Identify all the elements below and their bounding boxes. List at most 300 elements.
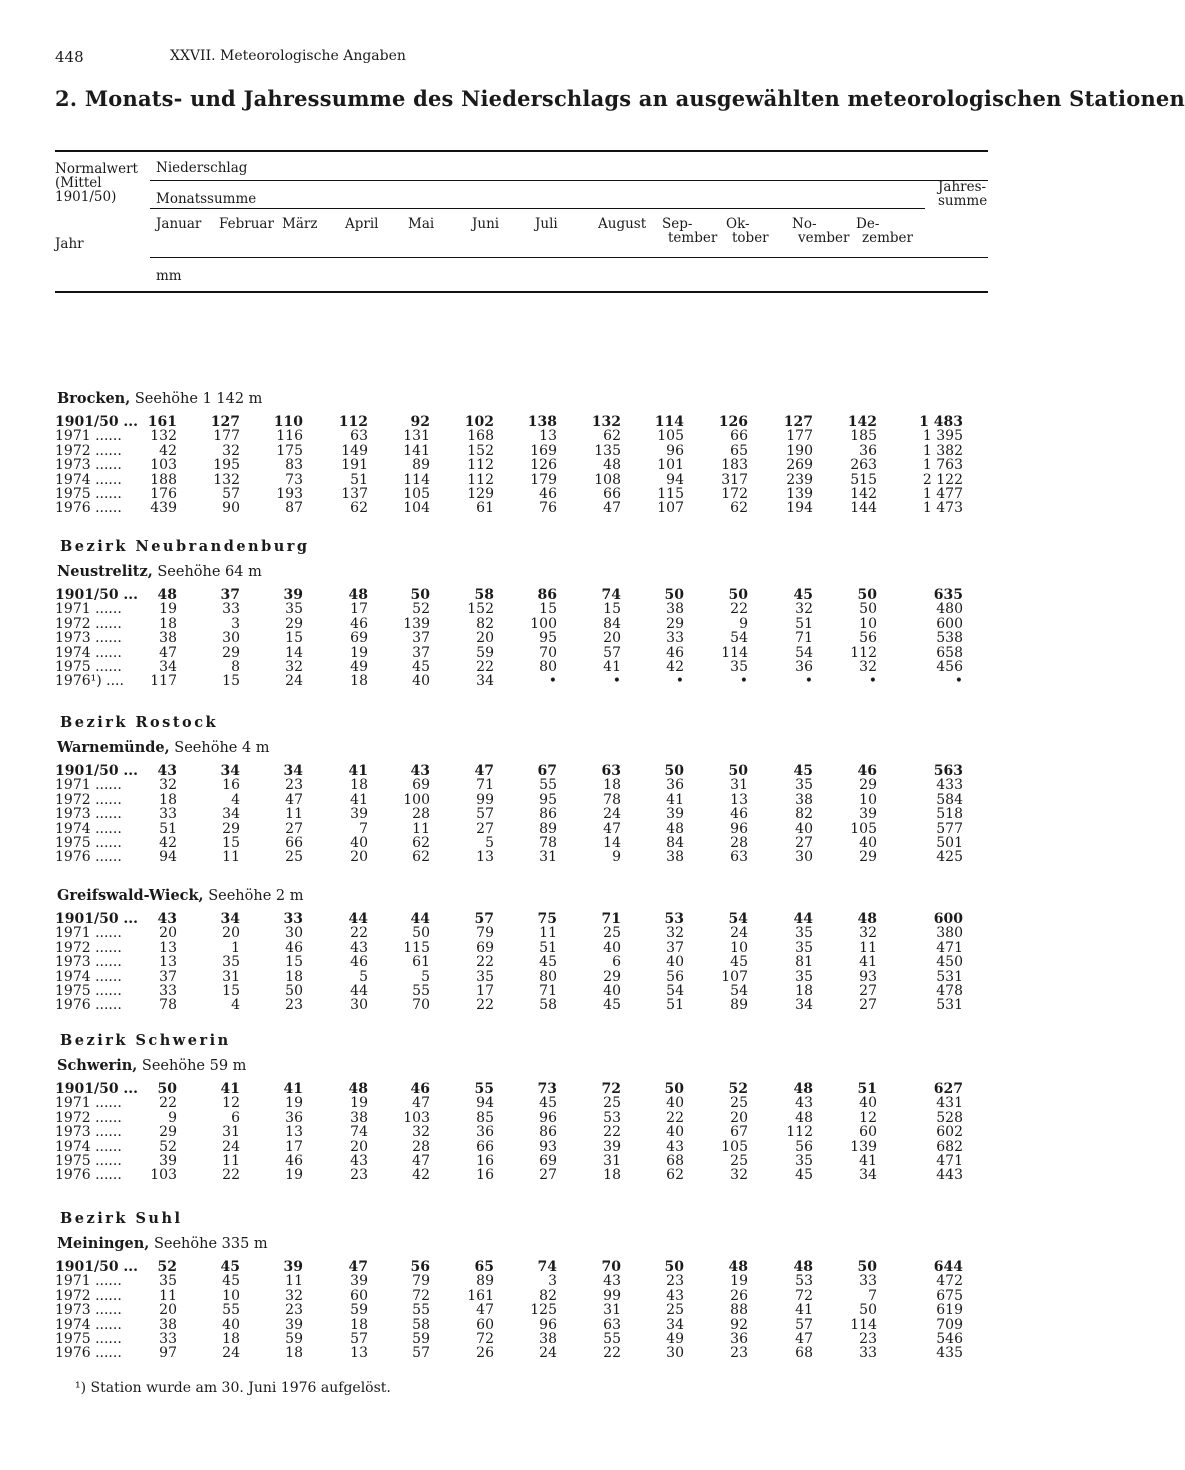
monthly-value-cell: 63	[730, 849, 748, 866]
table-row	[0, 674, 1024, 689]
table-row	[0, 1303, 1024, 1318]
monthly-value-cell: 51	[539, 939, 557, 956]
monthly-value-cell: 38	[159, 630, 177, 647]
monthly-value-cell: 38	[350, 1109, 368, 1126]
monthly-value-cell: 60	[859, 1124, 877, 1141]
monthly-value-cell: 48	[666, 820, 684, 837]
monthly-value-cell: 110	[273, 414, 303, 430]
monthly-value-cell: 84	[603, 615, 621, 632]
monthly-value-cell: 40	[666, 954, 684, 971]
monthly-value-cell: 103	[150, 457, 177, 474]
monthly-value-cell: 45	[793, 763, 813, 779]
monthly-value-cell: 33	[159, 1331, 177, 1347]
monthly-value-cell: 129	[467, 486, 494, 502]
monthly-value-cell: 58	[474, 587, 494, 603]
monthly-value-cell: 22	[476, 997, 494, 1014]
monthly-value-cell: 20	[159, 1302, 177, 1319]
monthly-value-cell: 47	[603, 820, 621, 837]
monthly-value-cell: 62	[350, 500, 368, 517]
monthly-value-cell: 25	[603, 925, 621, 942]
monthly-value-cell: 23	[350, 1167, 368, 1184]
monthly-value-cell: 11	[222, 1153, 240, 1169]
monthly-value-cell: •	[804, 673, 813, 690]
monthly-value-cell: 149	[341, 442, 368, 459]
monthly-value-cell: 57	[476, 806, 494, 823]
station-elevation: Seehöhe 1 142 m	[134, 391, 263, 407]
year-label: 1974 ......	[55, 1138, 122, 1155]
monthly-value-cell: 39	[603, 1138, 621, 1155]
monthly-value-cell: 42	[159, 442, 177, 459]
niederschlag-label: Niederschlag	[156, 160, 248, 176]
monthly-value-cell: 16	[476, 1153, 494, 1169]
monthly-value-cell: 439	[150, 500, 177, 517]
monthly-value-cell: 112	[786, 1124, 813, 1141]
monthly-value-cell: 139	[403, 615, 430, 632]
monthly-value-cell: 18	[222, 1331, 240, 1347]
year-label: 1975 ......	[55, 835, 122, 851]
monthly-value-cell: 41	[795, 1302, 813, 1319]
monthly-value-cell: 12	[859, 1109, 877, 1126]
annual-total-cell: 577	[936, 820, 963, 837]
monthly-value-cell: 19	[730, 1273, 748, 1290]
year-label: 1972 ......	[55, 1109, 122, 1126]
monthly-value-cell: 78	[159, 997, 177, 1014]
annual-total-cell: 584	[936, 791, 963, 808]
monthly-value-cell: 62	[666, 1167, 684, 1184]
monthly-value-cell: 65	[474, 1259, 494, 1275]
station-title: Meiningen,	[57, 1235, 150, 1252]
monthly-value-cell: 99	[476, 791, 494, 808]
monthly-value-cell: 27	[539, 1167, 557, 1184]
monthly-value-cell: 137	[341, 486, 368, 502]
year-label: 1901/50 ...	[55, 1081, 139, 1097]
monthly-value-cell: 18	[159, 615, 177, 632]
monthly-value-cell: 55	[412, 1302, 430, 1319]
annual-total-cell: •	[954, 673, 963, 690]
monthly-value-cell: 28	[730, 835, 748, 851]
year-label: 1974 ......	[55, 820, 122, 837]
monthly-value-cell: 88	[730, 1302, 748, 1319]
running-title: XXVII. Meteorologische Angaben	[170, 48, 406, 64]
monthly-value-cell: 48	[348, 1081, 368, 1097]
monthly-value-cell: 46	[350, 615, 368, 632]
monthly-value-cell: 48	[157, 587, 177, 603]
monthly-value-cell: 95	[539, 630, 557, 647]
annual-total-cell: 528	[936, 1109, 963, 1126]
monthly-value-cell: •	[675, 673, 684, 690]
monthly-value-cell: 25	[666, 1302, 684, 1319]
monthly-value-cell: 60	[350, 1287, 368, 1304]
monthly-value-cell: 20	[350, 849, 368, 866]
monthly-value-cell: 33	[859, 1273, 877, 1290]
monthly-value-cell: 32	[285, 659, 303, 675]
monthly-value-cell: 116	[276, 428, 303, 445]
monthly-value-cell: 132	[591, 414, 621, 430]
monthly-value-cell: 46	[730, 806, 748, 823]
annual-total-cell: 472	[936, 1273, 963, 1290]
monthly-value-cell: 22	[222, 1167, 240, 1184]
annual-total-cell: 1 483	[919, 414, 963, 430]
monthly-value-cell: 32	[159, 777, 177, 794]
monthly-value-cell: 36	[666, 777, 684, 794]
monthly-value-cell: 5	[421, 968, 430, 985]
monthly-value-cell: 18	[285, 1345, 303, 1362]
monthly-value-cell: 15	[539, 601, 557, 618]
monthly-value-cell: 96	[666, 442, 684, 459]
annual-total-cell: 1 382	[922, 442, 963, 459]
monthly-value-cell: 104	[403, 500, 430, 517]
monthly-value-cell: 24	[730, 925, 748, 942]
monthly-value-cell: 47	[285, 791, 303, 808]
monthly-value-cell: 105	[403, 486, 430, 502]
station-title: Warnemünde,	[57, 739, 170, 756]
annual-total-cell: 1 395	[922, 428, 963, 445]
monthly-value-cell: •	[612, 673, 621, 690]
monthly-value-cell: 51	[350, 471, 368, 488]
monthly-value-cell: 14	[603, 835, 621, 851]
monthly-value-cell: 14	[285, 644, 303, 661]
monthly-value-cell: 39	[666, 806, 684, 823]
monthly-value-cell: 57	[412, 1345, 430, 1362]
monthly-value-cell: 97	[159, 1345, 177, 1362]
unit-label: mm	[156, 268, 182, 284]
monthly-value-cell: 49	[666, 1331, 684, 1347]
monthly-value-cell: 36	[859, 442, 877, 459]
monthly-value-cell: 142	[850, 486, 877, 502]
table-row	[0, 807, 1024, 822]
monthly-value-cell: 40	[859, 1095, 877, 1112]
monthly-value-cell: 40	[666, 1124, 684, 1141]
monthly-value-cell: 66	[476, 1138, 494, 1155]
monthly-value-cell: 43	[666, 1287, 684, 1304]
monthly-value-cell: 92	[730, 1316, 748, 1333]
monthly-value-cell: 69	[476, 939, 494, 956]
monthly-value-cell: 22	[476, 659, 494, 675]
monthly-value-cell: 73	[285, 471, 303, 488]
monthly-value-cell: 50	[157, 1081, 177, 1097]
monthly-value-cell: 16	[476, 1167, 494, 1184]
year-label: 1901/50 ...	[55, 911, 139, 927]
monthly-value-cell: 43	[350, 939, 368, 956]
monthly-value-cell: 515	[850, 471, 877, 488]
monthly-value-cell: 36	[285, 1109, 303, 1126]
monthly-value-cell: 24	[539, 1345, 557, 1362]
monthly-value-cell: •	[548, 673, 557, 690]
monthly-value-cell: 45	[412, 659, 430, 675]
table-row	[0, 458, 1024, 473]
monthly-value-cell: 47	[412, 1153, 430, 1169]
monthly-value-cell: 15	[222, 673, 240, 690]
monthly-value-cell: 71	[476, 777, 494, 794]
monthly-value-cell: 63	[601, 763, 621, 779]
annual-total-cell: 1 763	[922, 457, 963, 474]
monthly-value-cell: 85	[476, 1109, 494, 1126]
monthly-value-cell: 50	[859, 1302, 877, 1319]
monthly-value-cell: 41	[859, 954, 877, 971]
month-header: März	[282, 216, 318, 232]
month-header: August	[598, 216, 647, 232]
year-label: 1974 ......	[55, 968, 122, 985]
year-label: 1975 ......	[55, 983, 122, 999]
monthly-value-cell: 50	[728, 587, 748, 603]
monthly-value-cell: 39	[159, 1153, 177, 1169]
annual-total-cell: 635	[933, 587, 963, 603]
annual-total-cell: 658	[936, 644, 963, 661]
annual-total-cell: 627	[933, 1081, 963, 1097]
monthly-value-cell: 81	[795, 954, 813, 971]
monthly-value-cell: 32	[859, 659, 877, 675]
monthly-value-cell: 11	[539, 925, 557, 942]
monthly-value-cell: 19	[159, 601, 177, 618]
monthly-value-cell: 18	[350, 777, 368, 794]
month-header: Juni	[472, 216, 500, 232]
monthly-value-cell: 34	[222, 806, 240, 823]
monthly-value-cell: 11	[285, 806, 303, 823]
monthly-value-cell: 94	[159, 849, 177, 866]
monthly-value-cell: 33	[859, 1345, 877, 1362]
station-name	[57, 1235, 268, 1252]
monthly-value-cell: 89	[412, 457, 430, 474]
monthly-value-cell: 42	[412, 1167, 430, 1184]
monthly-value-cell: 89	[730, 997, 748, 1014]
monthly-value-cell: 15	[222, 983, 240, 999]
footnote: ¹) Station wurde am 30. Juni 1976 aufgelöst.	[75, 1380, 391, 1396]
monthly-value-cell: 89	[476, 1273, 494, 1290]
monthly-value-cell: 43	[157, 763, 177, 779]
monthly-value-cell: 115	[657, 486, 684, 502]
monthly-value-cell: 168	[467, 428, 494, 445]
monthly-value-cell: 48	[728, 1259, 748, 1275]
annual-total-cell: 675	[936, 1287, 963, 1304]
annual-total-cell: 563	[933, 763, 963, 779]
monthly-value-cell: 86	[539, 1124, 557, 1141]
monthly-value-cell: 57	[222, 486, 240, 502]
monthly-value-cell: 108	[594, 471, 621, 488]
month-header: De-	[856, 216, 880, 232]
monthly-value-cell: 74	[350, 1124, 368, 1141]
monthly-value-cell: 52	[157, 1259, 177, 1275]
monthly-value-cell: 51	[159, 820, 177, 837]
year-label: 1901/50 ...	[55, 587, 139, 603]
monthly-value-cell: 27	[285, 820, 303, 837]
year-label: 1973 ......	[55, 806, 122, 823]
monthly-value-cell: 35	[795, 777, 813, 794]
station-name	[57, 563, 262, 580]
monthly-value-cell: 177	[213, 428, 240, 445]
monthly-value-cell: 112	[467, 471, 494, 488]
monthly-value-cell: 152	[467, 601, 494, 618]
monthly-value-cell: 34	[666, 1316, 684, 1333]
monthly-value-cell: 100	[403, 791, 430, 808]
monthly-value-cell: 62	[730, 500, 748, 517]
monthly-value-cell: 10	[222, 1287, 240, 1304]
monthly-value-cell: 26	[730, 1287, 748, 1304]
monthly-value-cell: 78	[539, 835, 557, 851]
year-label: 1972 ......	[55, 1287, 122, 1304]
monthly-value-cell: 40	[859, 835, 877, 851]
monthly-value-cell: 38	[666, 849, 684, 866]
monthly-value-cell: 126	[530, 457, 557, 474]
monthly-value-cell: 7	[359, 820, 368, 837]
monthly-value-cell: 47	[474, 763, 494, 779]
monthly-value-cell: 9	[168, 1109, 177, 1126]
annual-total-cell: 518	[936, 806, 963, 823]
monthly-value-cell: 46	[285, 1153, 303, 1169]
station-name	[57, 887, 303, 904]
monthly-value-cell: 25	[730, 1095, 748, 1112]
year-label: 1972 ......	[55, 939, 122, 956]
month-header: Januar	[156, 216, 202, 232]
monthly-value-cell: 61	[476, 500, 494, 517]
monthly-value-cell: 6	[612, 954, 621, 971]
monthly-value-cell: 93	[539, 1138, 557, 1155]
monthly-value-cell: 177	[786, 428, 813, 445]
annual-total-cell: 471	[936, 1153, 963, 1169]
monthly-value-cell: 10	[859, 791, 877, 808]
monthly-value-cell: 67	[730, 1124, 748, 1141]
monthly-value-cell: 38	[159, 1316, 177, 1333]
month-header: No-	[792, 216, 817, 232]
monthly-value-cell: 112	[467, 457, 494, 474]
monthly-value-cell: 29	[285, 615, 303, 632]
monthly-value-cell: 269	[786, 457, 813, 474]
bezirk-heading: Bezirk Schwerin	[60, 1032, 231, 1049]
monthly-value-cell: 19	[350, 1095, 368, 1112]
monthly-value-cell: 59	[476, 644, 494, 661]
annual-total-cell: 435	[936, 1345, 963, 1362]
monthly-value-cell: 59	[350, 1302, 368, 1319]
month-header: Juli	[535, 216, 558, 232]
year-label: 1976 ......	[55, 997, 122, 1014]
monthly-value-cell: 70	[601, 1259, 621, 1275]
monthly-value-cell: 33	[666, 630, 684, 647]
monthly-value-cell: 35	[222, 954, 240, 971]
year-label: 1972 ......	[55, 791, 122, 808]
monthly-value-cell: 56	[666, 968, 684, 985]
monthly-value-cell: 41	[666, 791, 684, 808]
monthly-value-cell: 48	[603, 457, 621, 474]
monthly-value-cell: 79	[476, 925, 494, 942]
month-header: Sep-	[662, 216, 693, 232]
monthly-value-cell: 29	[222, 644, 240, 661]
monthly-value-cell: 74	[601, 587, 621, 603]
monthly-value-cell: 66	[730, 428, 748, 445]
monthly-value-cell: 30	[222, 630, 240, 647]
monthly-value-cell: 5	[359, 968, 368, 985]
monthly-value-cell: 41	[283, 1081, 303, 1097]
monthly-value-cell: 43	[795, 1095, 813, 1112]
annual-total-cell: 380	[936, 925, 963, 942]
monthly-value-cell: 48	[795, 1109, 813, 1126]
monthly-value-cell: 74	[537, 1259, 557, 1275]
monthly-value-cell: 66	[285, 835, 303, 851]
monthly-value-cell: 45	[795, 1167, 813, 1184]
station-elevation: Seehöhe 335 m	[153, 1236, 268, 1252]
monthly-value-cell: 39	[350, 806, 368, 823]
annual-total-cell: 478	[936, 983, 963, 999]
monthly-value-cell: 10	[859, 615, 877, 632]
monthly-value-cell: 51	[666, 997, 684, 1014]
monthly-value-cell: 34	[476, 673, 494, 690]
monthly-value-cell: 96	[539, 1316, 557, 1333]
monthly-value-cell: 45	[220, 1259, 240, 1275]
year-label: 1976 ......	[55, 1345, 122, 1362]
monthly-value-cell: 13	[539, 428, 557, 445]
monthly-value-cell: 25	[603, 1095, 621, 1112]
monthly-value-cell: 161	[147, 414, 177, 430]
monthly-value-cell: 23	[285, 997, 303, 1014]
monthly-value-cell: 17	[476, 983, 494, 999]
monthly-value-cell: 50	[859, 601, 877, 618]
monthly-value-cell: 18	[795, 983, 813, 999]
monthly-value-cell: 38	[795, 791, 813, 808]
monthly-value-cell: 18	[603, 777, 621, 794]
monthly-value-cell: 114	[403, 471, 430, 488]
station-name	[57, 390, 262, 407]
monthly-value-cell: 32	[222, 442, 240, 459]
month-header: tober	[732, 230, 769, 246]
monthly-value-cell: 35	[795, 1153, 813, 1169]
monthly-value-cell: 82	[795, 806, 813, 823]
head-bottom-rule	[55, 291, 988, 293]
monthly-value-cell: 20	[350, 1138, 368, 1155]
month-header: Ok-	[726, 216, 750, 232]
monthly-value-cell: 76	[539, 500, 557, 517]
annual-total-cell: 619	[936, 1302, 963, 1319]
monthly-value-cell: 23	[285, 777, 303, 794]
monthly-value-cell: 103	[403, 1109, 430, 1126]
monthly-value-cell: 32	[285, 1287, 303, 1304]
monthly-value-cell: 35	[795, 968, 813, 985]
monthly-value-cell: 132	[150, 428, 177, 445]
monthly-value-cell: 175	[276, 442, 303, 459]
annual-total-cell: 538	[936, 630, 963, 647]
normalwert-label: (Mittel	[55, 175, 102, 191]
monthly-value-cell: 19	[285, 1095, 303, 1112]
monthly-value-cell: 20	[222, 925, 240, 942]
monthly-value-cell: 6	[231, 1109, 240, 1126]
monthly-value-cell: 53	[603, 1109, 621, 1126]
station-elevation: Seehöhe 59 m	[141, 1058, 247, 1074]
monthly-value-cell: 56	[795, 1138, 813, 1155]
monthly-value-cell: 70	[539, 644, 557, 661]
year-label: 1973 ......	[55, 954, 122, 971]
monthly-value-cell: 47	[476, 1302, 494, 1319]
monthly-value-cell: 55	[539, 777, 557, 794]
monthly-value-cell: 58	[539, 997, 557, 1014]
monthly-value-cell: 96	[730, 820, 748, 837]
year-label: 1972 ......	[55, 442, 122, 459]
monthly-value-cell: 18	[603, 1167, 621, 1184]
monthly-value-cell: 47	[412, 1095, 430, 1112]
monthly-value-cell: 4	[231, 997, 240, 1014]
monthly-value-cell: 60	[476, 1316, 494, 1333]
year-label: 1975 ......	[55, 486, 122, 502]
annual-total-cell: 480	[936, 601, 963, 618]
monthly-value-cell: 15	[222, 835, 240, 851]
monthly-value-cell: 54	[730, 630, 748, 647]
year-label: 1976 ......	[55, 849, 122, 866]
monthly-value-cell: 43	[666, 1138, 684, 1155]
monthly-value-cell: 47	[603, 500, 621, 517]
monthly-value-cell: 57	[795, 1316, 813, 1333]
monthly-value-cell: 49	[350, 659, 368, 675]
station-title: Neustrelitz,	[57, 563, 153, 580]
monthly-value-cell: 50	[664, 1081, 684, 1097]
monthly-value-cell: 8	[231, 659, 240, 675]
monthly-value-cell: 30	[285, 925, 303, 942]
monthly-value-cell: 15	[603, 601, 621, 618]
